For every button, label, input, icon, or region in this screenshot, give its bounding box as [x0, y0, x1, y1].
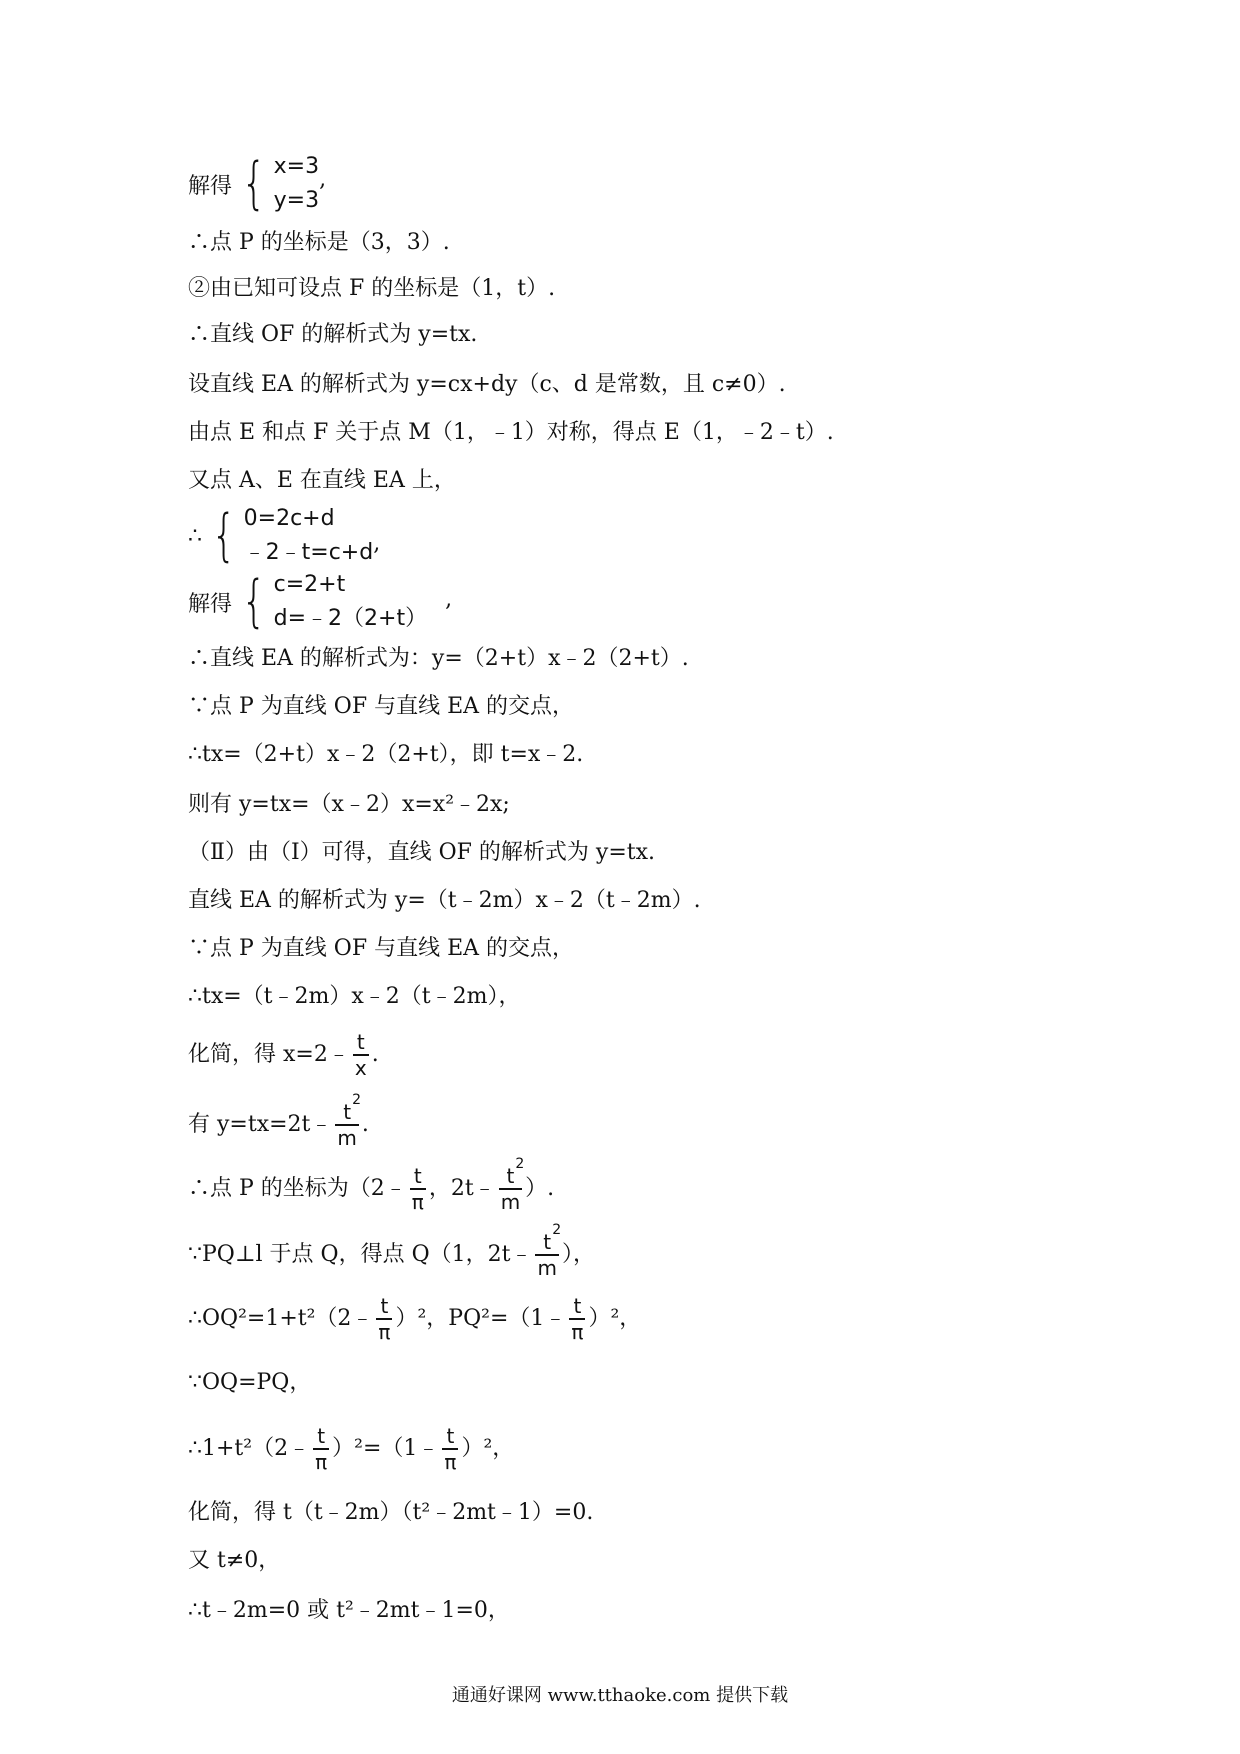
numerator: t: [573, 1294, 582, 1318]
denominator: π: [571, 1319, 584, 1344]
equation-stack: [274, 568, 427, 636]
text-line: 则有 y=tx=（x﹣2）x=x²﹣2x;: [188, 792, 510, 817]
text-line: ∴直线 OF 的解析式为 y=tx.: [188, 322, 478, 347]
formula-line: [188, 1424, 514, 1474]
numerator: [505, 1156, 525, 1188]
numerator: t: [317, 1424, 326, 1448]
equation-row: ﹣2﹣t=c+d: [243, 540, 374, 565]
denominator: m: [337, 1125, 357, 1150]
text-line: ∴直线 EA 的解析式为：y=（2+t）x﹣2（2+t）.: [188, 646, 689, 671]
formula-text: ∴1+t²（2﹣: [188, 1435, 311, 1461]
formula-text: ∴点 P 的坐标为（2﹣: [188, 1175, 407, 1201]
text-line: ∵点 P 为直线 OF 与直线 EA 的交点，: [188, 936, 575, 961]
numerator-text: t: [506, 1164, 515, 1188]
text-line: 化简，得 t（t﹣2m）（t²﹣2mt﹣1）=0.: [188, 1500, 594, 1525]
solution-prefix: 解得: [188, 173, 233, 199]
formula-line: [188, 1092, 369, 1150]
equation-system-cd: [188, 502, 380, 570]
denominator: π: [315, 1449, 328, 1474]
formula-text: ，2t﹣: [428, 1175, 496, 1201]
left-brace-icon: {: [241, 151, 267, 216]
formula-text: 化简，得 x=2﹣: [188, 1041, 350, 1067]
formula-text: 有 y=tx=2t﹣: [188, 1111, 333, 1137]
numerator-text: t: [543, 1230, 552, 1254]
formula-text: .: [361, 1111, 369, 1137]
text-line: 又点 A、E 在直线 EA 上，: [188, 468, 456, 493]
equation-row: 0=2c+d: [243, 506, 335, 531]
denominator: m: [537, 1255, 557, 1280]
exponent: 2: [552, 1222, 562, 1238]
fraction: [353, 1030, 369, 1080]
formula-text: ）²，: [588, 1305, 642, 1331]
solution-system-xy: [188, 150, 326, 218]
numerator: t: [380, 1294, 389, 1318]
text-line: ∵点 P 为直线 OF 与直线 EA 的交点，: [188, 694, 575, 719]
fraction: [335, 1092, 362, 1150]
formula-line: [188, 1222, 595, 1280]
text-line: 直线 EA 的解析式为 y=（t﹣2m）x﹣2（t﹣2m）.: [188, 888, 701, 913]
numerator: t: [356, 1030, 365, 1054]
solution-system-cd: [188, 568, 452, 636]
punctuation: ,: [445, 586, 453, 612]
equation-row: x=3: [273, 154, 320, 179]
denominator: π: [378, 1319, 391, 1344]
text-line: ∴点 P 的坐标是（3，3）.: [188, 230, 450, 255]
denominator: π: [411, 1189, 424, 1214]
text-line: ∴tx=（t﹣2m）x﹣2（t﹣2m），: [188, 984, 521, 1009]
formula-line: [188, 1294, 641, 1344]
formula-text: ∴OQ²=1+t²（2﹣: [188, 1305, 374, 1331]
solution-prefix: 解得: [188, 591, 233, 617]
equation-row: y=3: [273, 188, 320, 213]
text-line: ②由已知可设点 F 的坐标是（1，t）.: [188, 276, 556, 301]
formula-text: ）²，PQ²=（1﹣: [395, 1305, 567, 1331]
equation-stack: [274, 150, 319, 218]
equation-row: c=2+t: [273, 572, 346, 597]
numerator-text: t: [343, 1100, 352, 1124]
text-line: 由点 E 和点 F 关于点 M（1，﹣1）对称，得点 E（1，﹣2﹣t）.: [188, 420, 834, 445]
therefore-symbol: ∴: [188, 523, 202, 549]
denominator: x: [354, 1055, 367, 1080]
punctuation: ,: [373, 530, 381, 556]
text-line: 又 t≠0，: [188, 1548, 281, 1573]
formula-text: ∵PQ⊥l 于点 Q，得点 Q（1，2t﹣: [188, 1241, 533, 1267]
fraction: [410, 1164, 426, 1214]
punctuation: ,: [319, 166, 327, 192]
equation-stack: [244, 502, 374, 570]
left-brace-icon: {: [241, 569, 267, 634]
text-line: 设直线 EA 的解析式为 y=cx+dy（c、d 是常数，且 c≠0）.: [188, 372, 786, 397]
formula-line: [188, 1156, 555, 1214]
formula-text: ）.: [525, 1175, 555, 1201]
exponent: 2: [352, 1092, 362, 1108]
text-line: ∴tx=（2+t）x﹣2（2+t），即 t=x﹣2.: [188, 742, 584, 767]
fraction: [499, 1156, 525, 1214]
equation-row: d=﹣2（2+t）: [273, 606, 428, 631]
fraction: [376, 1294, 392, 1344]
formula-text: .: [371, 1041, 379, 1067]
denominator: m: [500, 1189, 521, 1214]
numerator: t: [413, 1164, 422, 1188]
fraction: [535, 1222, 562, 1280]
numerator: [341, 1092, 362, 1124]
formula-text: ）²，: [461, 1435, 515, 1461]
fraction: [442, 1424, 458, 1474]
formula-line: [188, 1030, 379, 1080]
fraction: [313, 1424, 329, 1474]
text-line: （Ⅱ）由（Ⅰ）可得，直线 OF 的解析式为 y=tx.: [188, 840, 656, 865]
numerator: [541, 1222, 562, 1254]
left-brace-icon: {: [211, 503, 237, 568]
numerator: t: [446, 1424, 455, 1448]
text-line: ∴t﹣2m=0 或 t²﹣2mt﹣1=0，: [188, 1598, 510, 1623]
fraction: [569, 1294, 585, 1344]
formula-text: ）²=（1﹣: [332, 1435, 440, 1461]
text-line: ∵OQ=PQ，: [188, 1370, 312, 1395]
exponent: 2: [515, 1156, 525, 1172]
page-footer: 通通好课网 www.tthaoke.com 提供下载: [451, 1685, 789, 1706]
formula-text: ），: [561, 1241, 595, 1267]
denominator: π: [444, 1449, 457, 1474]
